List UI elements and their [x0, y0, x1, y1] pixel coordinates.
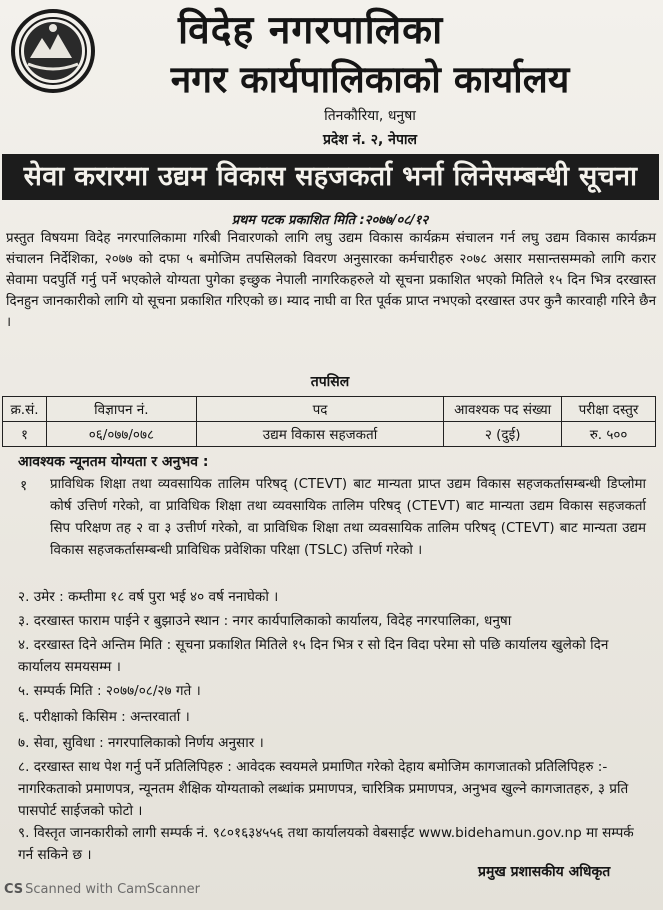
- requirement-deadline: ४. दरखास्त दिने अन्तिम मिति : सूचना प्रकाशित मितिले १५ दिन भित्र र सो दिन विदा परेमा सो पछि कार्यालय खुलेको दिन कार्यालय समयसम्म ।: [18, 637, 609, 675]
- province: प्रदेश नं. २, नेपाल: [322, 132, 418, 148]
- vacancy-table: [2, 396, 656, 447]
- address: तिनकौरिया, धनुषा: [324, 108, 416, 124]
- cell-post-count: २ (दुई): [444, 422, 562, 447]
- header-post: पद: [196, 397, 444, 422]
- requirement-benefits: ७. सेवा, सुविधा : नगरपालिकाको निर्णय अनुसार ।: [18, 735, 264, 751]
- requirement-documents: ८. दरखास्त साथ पेश गर्नु पर्ने प्रतिलिपिहरु : आवेदक स्वयमले प्रमाणित गरेको देहाय बमोजिम कागजातको प्रतिलिपिहरु :- नागरिकताको प्रमाणपत्र, न्यूनतम शैक्षिक योग्यताको लब्धांक प्रमाणपत्र, चारित्रिक प्रमाणपत्र, अनुभव खुल्ने कागजातहरु, ३ प्रति पासपोर्ट साईजको फोटो ।: [18, 759, 629, 819]
- cell-serial: १: [3, 422, 47, 447]
- table-header-row: [3, 397, 656, 422]
- header-serial: क्र.सं.: [3, 397, 47, 422]
- header-ad-number: विज्ञापन नं.: [46, 397, 196, 422]
- table-title: तपसिल: [310, 374, 350, 390]
- requirements-heading: आवश्यक न्यूनतम योग्यता र अनुभव :: [18, 454, 209, 470]
- scanner-watermark: [4, 882, 200, 897]
- requirement-exam-type: ६. परीक्षाको किसिम : अन्तरवार्ता ।: [18, 709, 190, 725]
- cell-exam-fee: रु. ५००: [562, 422, 656, 447]
- requirement-age: २. उमेर : कम्तीमा १८ वर्ष पुरा भई ४० वर्ष ननाघेको ।: [18, 589, 279, 605]
- emblem-logo-icon: [10, 8, 96, 94]
- header-post-count: आवश्यक पद संख्या: [444, 397, 562, 422]
- notice-title-banner: सेवा करारमा उद्यम विकास सहजकर्ता भर्ना लिनेसम्बन्धी सूचना: [2, 154, 659, 200]
- signature-title: प्रमुख प्रशासकीय अधिकृत: [478, 864, 611, 880]
- requirement-1-number: १: [20, 478, 28, 494]
- cell-ad-number: ०६/०७७/०७८: [46, 422, 196, 447]
- intro-paragraph: प्रस्तुत विषयमा विदेह नगरपालिकामा गरिबी निवारणको लागि लघु उद्यम विकास कार्यक्रम संचालन गर्न लघु उद्यम विकास कार्यक्रम संचालन निर्देशिका, २०७७ को दफा ५ बमोजिम तपसिलको विवरण अनुसारका कर्मचारीहरु २०७८ असार मसान्तसम्मको लागि करार सेवामा पदपुर्ति गर्नु पर्ने भएकोले योग्यता पुगेका इच्छुक नेपाली नागरिकहरुले यो सूचना प्रकाशित भएको मितिले १५ दिन भित्र दरखास्त दिनहुन जानकारीको लागि यो सूचना प्रकाशित गरिएको छ। म्याद नाघी वा रित पूर्वक प्राप्त नभएको दरखास्त उपर कुनै कारवाही गरिने छैन ।: [6, 231, 656, 330]
- requirement-contact-info: ९. विस्तृत जानकारीको लागी सम्पर्क नं. ९८०१६३४५५६ तथा कार्यालयको वेबसाईट www.bidehamun.gov.np मा सम्पर्क गर्न सकिने छ ।: [18, 825, 634, 863]
- requirement-contact-date: ५. सम्पर्क मिति : २०७७/०८/२७ गते ।: [18, 683, 201, 699]
- requirement-1-text: प्राविधिक शिक्षा तथा व्यवसायिक तालिम परिषद् (CTEVT) बाट मान्यता प्राप्त उद्यम विकास सहजकर्तासम्बन्धी डिप्लोमा कोर्ष उत्तिर्ण गरेको, वा प्राविधिक शिक्षा तथा व्यवसायिक तालिम परिषद् (CTEVT) बाट मान्यता उद्यम विकास सहजकर्ता सिप परिक्षण तह २ वा ३ उत्तीर्ण गरेको, वा प्राविधिक शिक्षा तथा व्यवसायिक तालिम परिषद् (CTEVT) बाट मान्यता उद्यम विकास सहजकर्तासम्बन्धी प्राविधिक प्रवेशिका परिक्षा (TSLC) उत्तिर्ण गरेको ।: [50, 477, 646, 558]
- table-row: [3, 422, 656, 447]
- cell-post: उद्यम विकास सहजकर्ता: [196, 422, 444, 447]
- office-name: नगर कार्यपालिकाको कार्यालय: [170, 58, 570, 101]
- scanner-text: Scanned with CamScanner: [25, 882, 200, 897]
- header-exam-fee: परीक्षा दस्तुर: [562, 397, 656, 422]
- publication-date: प्रथम पटक प्रकाशित मिति :२०७७/०८/१२: [231, 213, 429, 228]
- org-name: विदेह नगरपालिका: [178, 8, 444, 53]
- requirement-form-location: ३. दरखास्त फाराम पाईने र बुझाउने स्थान : नगर कार्यपालिकाको कार्यालय, विदेह नगरपालिका, धनुषा: [18, 613, 512, 629]
- scanner-badge: CS: [4, 882, 24, 897]
